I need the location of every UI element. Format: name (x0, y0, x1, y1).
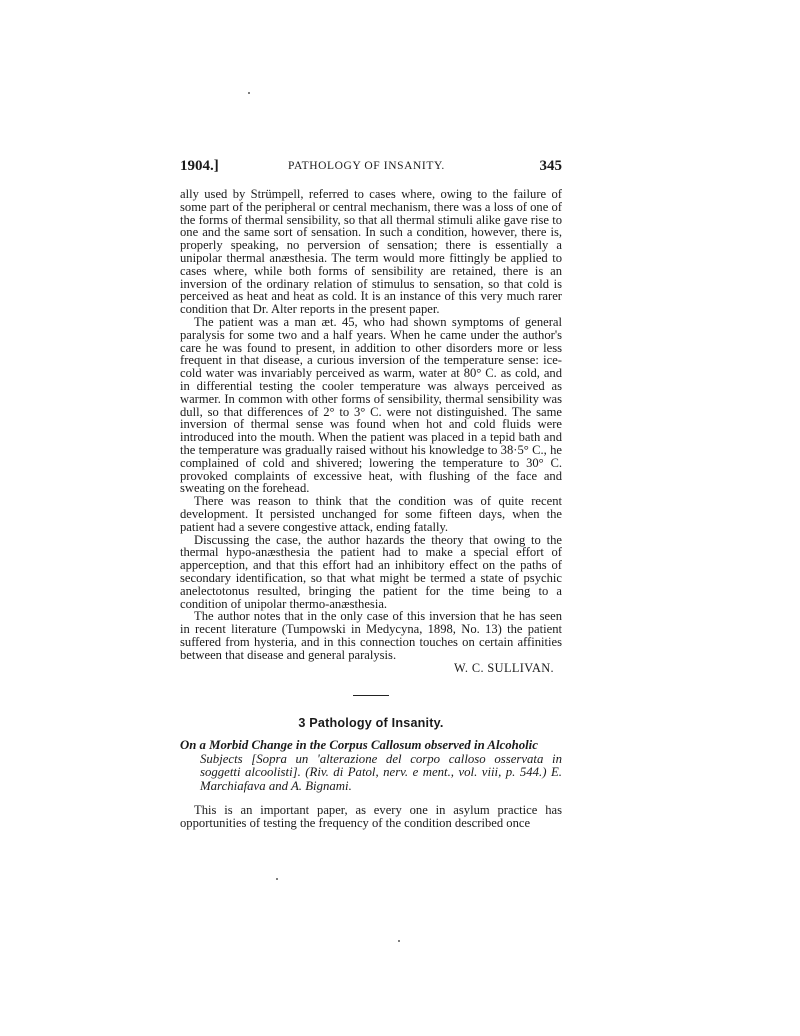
page-speck (276, 878, 278, 880)
running-head (180, 158, 562, 176)
article-title-line-1: On a Morbid Change in the Corpus Callosum observed in Alcoholic (180, 738, 538, 753)
header-year: 1904.] (180, 158, 219, 174)
reviewer-signature: W. C. SULLIVAN. (454, 661, 554, 676)
page-speck (248, 92, 250, 94)
article-reference: Subjects [Sopra un 'alterazione del corpo calloso osservata in soggetti alcoolisti]. (Riv. di Patol, nerv. e ment., vol. viii, p. 544.) E. Marchiafava and A. Bignami. (200, 751, 562, 794)
review-paragraph-1: ally used by Strümpell, referred to cases where, owing to the failure of some part of the peripheral or central mechanism, there was a loss of one of the forms of thermal sensibility, so that all thermal stimuli alike gave rise to one and the same sort of sensation. In such a condition, however, there is, properly speaking, no perversion of sensation; there is essentially a unipolar thermal anæsthesia. The term would more fittingly be applied to cases where, while both forms of sensibility are retained, there is an inversion of the ordinary relation of stimulus to sensation, so that cold is perceived as heat and heat as cold. It is an instance of this very much rarer condition that Dr. Alter reports in the present paper. (180, 187, 562, 317)
page-number: 345 (539, 158, 562, 174)
section-heading: 3 Pathology of Insanity. (298, 716, 444, 731)
article-body-paragraph: This is an important paper, as every one in asylum practice has opportunities of testing the frequency of the condition described once (180, 802, 562, 830)
section-divider (353, 695, 389, 696)
page-content (180, 158, 562, 830)
review-paragraph-2: The patient was a man æt. 45, who had shown symptoms of general paralysis for some two and a half years. When he came under the author's care he was found to present, in addition to other disorders more or less frequent in that disease, a curious inversion of the temperature sense: ice-cold water was invariably perceived as warm, water at 80° C. as cold, and in differential testing the cooler temperature was always perceived as warmer. In common with other forms of sensibility, thermal sensibility was dull, so that differences of 2° to 3° C. were not distinguished. The same inversion of thermal sense was found when hot and cold fluids were introduced into the mouth. When the patient was placed in a tepid bath and the temperature was gradually raised without his knowledge to 38·5° C., he complained of cold and shivered; lowering the temperature to 30° C. provoked complaints of excessive heat, with flushing of the face and sweating on the forehead. (180, 314, 562, 496)
article-body (180, 804, 562, 830)
review-paragraph-5: The author notes that in the only case of this inversion that he has seen in recent literature (Tumpowski in Medycyna, 1898, No. 13) the patient suffered from hysteria, and in this connection touches on certain affinities between that disease and general paralysis. (180, 609, 562, 662)
review-text (180, 188, 562, 675)
header-title: PATHOLOGY OF INSANITY. (288, 160, 445, 172)
article-title (180, 739, 562, 793)
review-paragraph-3: There was reason to think that the condition was of quite recent development. It persisted unchanged for some fifteen days, when the patient had a severe congestive attack, ending fatally. (180, 494, 562, 534)
review-paragraph-4: Discussing the case, the author hazards the theory that owing to the thermal hypo-anæsthesia the patient had to make a special effort of apperception, and that this effort had an inhibitory effect on the paths of secondary identification, so that what might be termed a state of psychic anelectotonus resulted, bringing the patient for the time being to a condition of unipolar thermo-anæsthesia. (180, 532, 562, 611)
page-speck (398, 940, 400, 942)
